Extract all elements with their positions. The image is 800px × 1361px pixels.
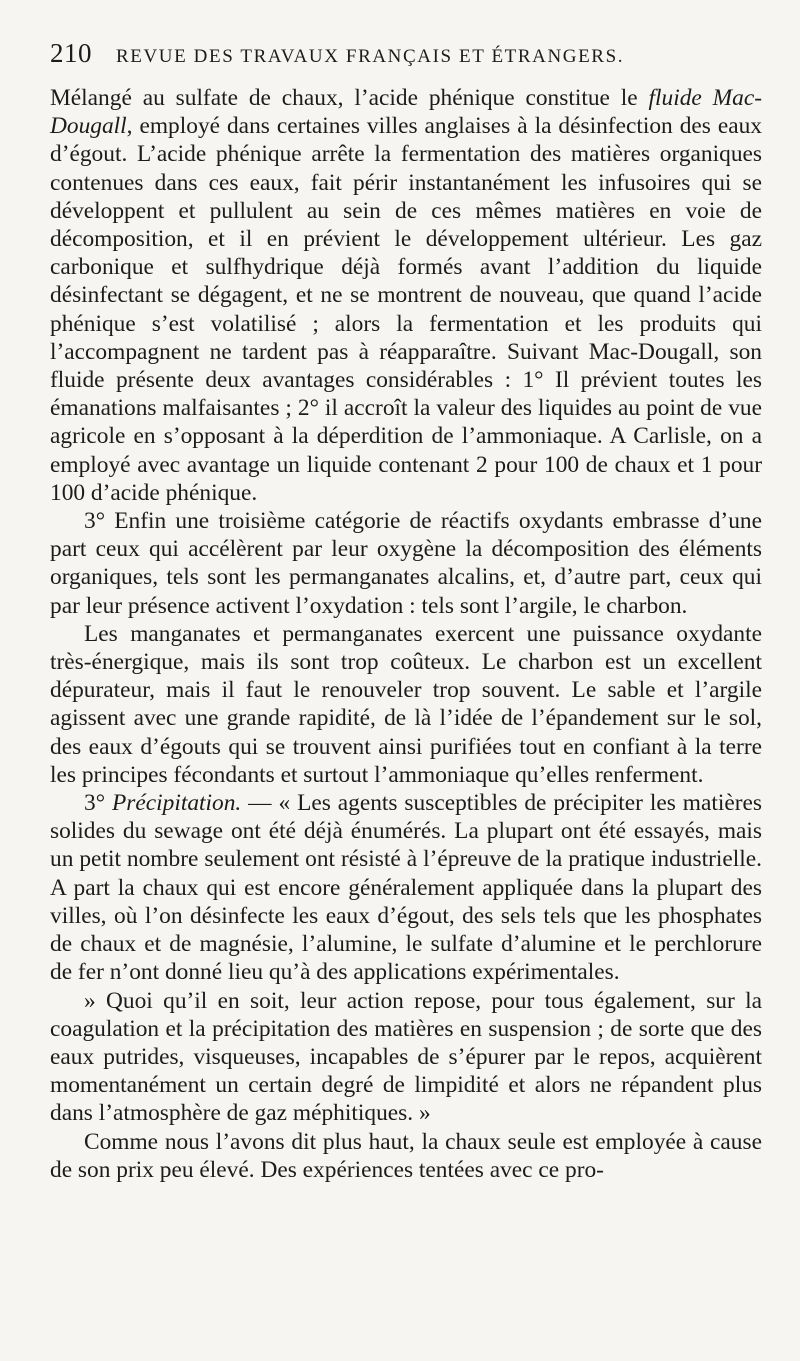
page-number: 210 — [50, 38, 92, 68]
paragraph-text: , employé dans certaines villes anglaises à la désinfection des eaux d’égout. L’acide phénique arrête la fermentation des matières organiques contenues dans ces eaux, fait périr instantanément les infusoires qui se développent et pullulent au sein de ces mêmes matières en voie de décomposition, et il en prévient le développement ultérieur. Les gaz carbonique et sulfhydrique déjà formés avant l’addition du liquide désinfectant se dégagent, et ne se montrent de nouveau, que quand l’acide phénique s’est volatilisé ; alors la fermentation et les produits qui l’accompagnent ne tardent pas à réapparaître. Suivant Mac-Dougall, son fluide présente deux avantages considérables : 1° Il prévient toutes les émanations malfaisantes ; 2° il accroît la valeur des liquides au point de vue agricole en s’opposant à la déperdition de l’ammoniaque. A Carlisle, on a employé avec avantage un liquide contenant 2 pour 100 de chaux et 1 pour 100 d’acide phénique. — [50, 113, 762, 506]
paragraph-text: Comme nous l’avons dit plus haut, la chaux seule est employée à cause de son prix peu élevé. Des expériences tentées avec ce pro- — [50, 1128, 762, 1183]
journal-title: REVUE DES TRAVAUX FRANÇAIS ET ÉTRANGERS. — [116, 46, 625, 67]
running-head — [50, 38, 762, 74]
paragraph-chaux — [50, 1128, 762, 1184]
paragraph-text: — « Les agents susceptibles de précipiter les matières solides du sewage ont été déjà énumérés. La plupart ont été essayés, mais un petit nombre seulement ont résisté à l’épreuve de la pratique industrielle. A part la chaux qui est encore généralement appliquée dans la plupart des villes, où l’on désinfecte les eaux d’égout, des sels tels que les phosphates de chaux et de magnésie, l’alumine, le sulfate d’alumine et le perchlorure de fer n’ont donné lieu qu’à des applications expérimentales. — [50, 790, 762, 986]
italic-term: fluide Mac-Dougall — [50, 85, 763, 140]
paragraph-coagulation — [50, 987, 762, 1128]
paragraph-text: 3° Enfin une troisième catégorie de réactifs oxydants embrasse d’une part ceux qui accélèrent par leur oxygène la décomposition des éléments organiques, tels sont les permanganates alcalins, et, d’autre part, ceux qui par leur présence activent l’oxydation : tels sont l’argile, le charbon. — [50, 508, 762, 619]
paragraph-reactifs-oxydants — [50, 507, 762, 620]
paragraph-manganates — [50, 620, 762, 789]
paragraph-precipitation — [50, 789, 762, 986]
paragraph-text: » Quoi qu’il en soit, leur action repose, pour tous également, sur la coagulation et la précipitation des matières en suspension ; de sorte que des eaux putrides, visqueuses, incapables de s’épurer par le repos, acquièrent momentanément un certain degré de limpidité et alors ne répandent plus dans l’atmosphère de gaz méphitiques. » — [50, 987, 762, 1127]
section-heading-precipitation: Précipitation. — [111, 790, 242, 817]
body-text — [50, 84, 762, 1184]
paragraph-text: Les manganates et permanganates exercent une puissance oxydante très-énergique, mais ils sont trop coûteux. Le charbon est un excellent dépurateur, mais il faut le renouveler trop souvent. Le sable et l’argile agissent avec une grande rapidité, de là l’idée de l’épandement sur le sol, des eaux d’égouts qui se trouvent ainsi purifiées tout en confiant à la terre les principes fécondants et surtout l’ammoniaque qu’elles renferment. — [50, 620, 762, 788]
paragraph-text: 3° — [84, 790, 112, 817]
paragraph-fluide-mac-dougall — [50, 84, 762, 507]
paragraph-text: Mélangé au sulfate de chaux, l’acide phénique constitue le — [50, 85, 649, 111]
